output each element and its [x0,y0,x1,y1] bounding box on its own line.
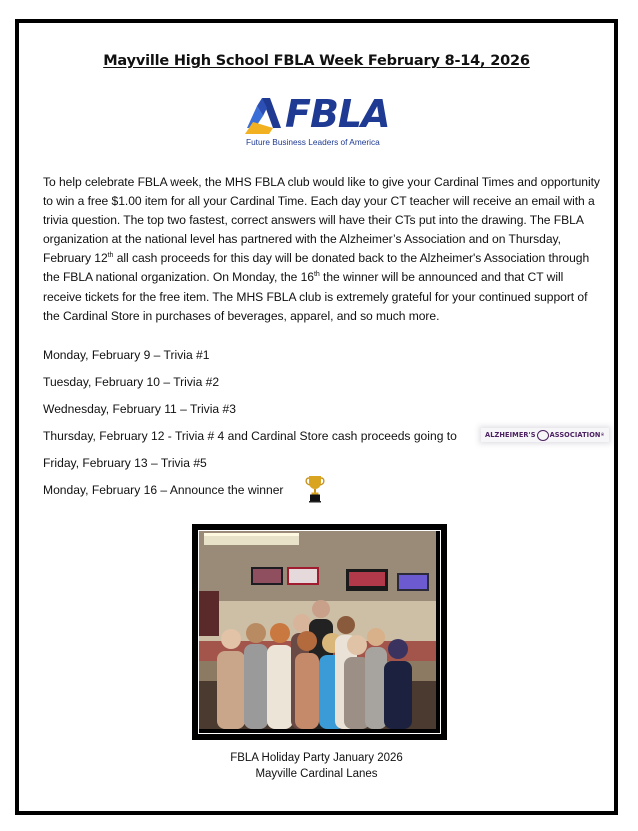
alz-logo-mark: ® [600,432,605,437]
schedule-text: Wednesday, February 11 – Trivia #3 [43,402,236,416]
alz-logo-left-text: ALZHEIMER'S [485,431,536,439]
caption-line-1: FBLA Holiday Party January 2026 [230,752,403,764]
schedule-text: Monday, February 16 – Announce the winner [43,483,284,497]
page-title: Mayville High School FBLA Week February 8-14, 2026 [103,53,530,69]
fbla-tagline: Future Business Leaders of America [246,137,380,147]
fbla-wordmark: FBLA [285,92,390,136]
intro-paragraph [43,173,603,326]
alz-knot-icon [537,430,549,441]
schedule-text: Thursday, February 12 - Trivia # 4 and Cardinal Store cash proceeds going to [43,429,457,443]
fbla-logo [243,92,398,152]
alz-logo-right-text: ASSOCIATION [549,431,601,439]
schedule-item [43,481,603,508]
ordinal-suffix: th [107,252,114,260]
schedule-item [43,346,603,373]
intro-text-1: To help celebrate FBLA week, the MHS FBLA club would like to give your Cardinal Times and opportunity to win a free $1.00 item for all your Cardinal Time. Each day your CT teacher will receive an email with a trivia question. The top two fastest, correct answers will have their CTs put into the drawing. The FBLA organization at the national level has partnered with the Alzheimer’s Association and on Thursday, February 12 [43,175,600,266]
ordinal-suffix: th [313,271,320,279]
schedule-item [43,427,603,454]
caption-line-2: Mayville Cardinal Lanes [255,768,378,780]
fbla-triangle-logo-icon [243,98,281,134]
intro-text-2: all cash proceeds for this day will be donated back to the Alzheimer's Association through the FBLA national organization. On Monday, the 16 [43,251,590,285]
trivia-schedule [43,346,603,508]
schedule-text: Tuesday, February 10 – Trivia #2 [43,375,220,389]
schedule-text: Monday, February 9 – Trivia #1 [43,348,210,362]
schedule-item [43,400,603,427]
page-frame [15,19,618,815]
photo-caption [19,750,614,782]
schedule-text: Friday, February 13 – Trivia #5 [43,456,207,470]
schedule-item [43,373,603,400]
bowling-alley-group-photo [199,531,436,729]
intro-text-3: the winner will be announced and that CT will receive tickets for the free item. The MHS FBLA club is extremely grateful for your continued support of the Cardinal Store in purchases of beverages, apparel, and so much more. [43,270,588,323]
group-photo [198,530,441,734]
trophy-icon [305,475,325,503]
alzheimers-association-logo-icon [481,428,609,442]
group-photo-frame [192,524,447,740]
